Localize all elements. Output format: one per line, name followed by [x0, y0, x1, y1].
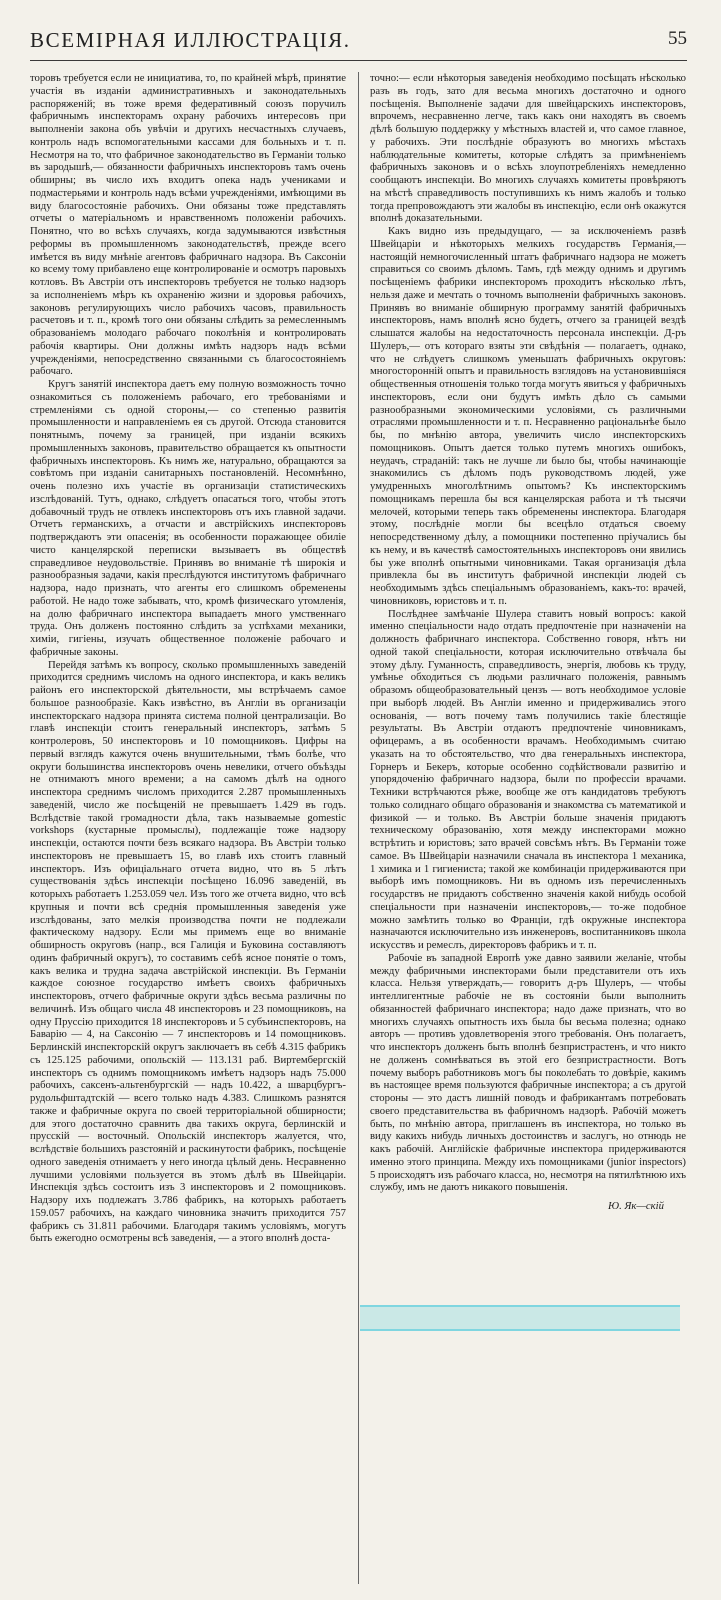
page-header — [30, 22, 687, 52]
paragraph: точно:— если нѣкоторыя заведенія необходимо посѣщать нѣсколько разъ въ годъ, зато для весьма многихъ достаточно и одного посѣщенія. Выполненіе задачи для швейцарскихъ инспекторовъ, впрочемъ, несравненно легче, такъ какъ они находятъ въ своемъ дѣлѣ большую поддержку у мѣстныхъ властей и, что самое главное, у рабочихъ. Эти послѣдніе образуютъ во многихъ мѣстахъ наблюдательные комитеты, которые слѣдятъ за примѣненіемъ фабричныхъ законовъ и о всѣхъ злоупотребленіяхъ немедленно сообщаютъ инспекціи. Во многихъ случаяхъ комитеты провѣряютъ на мѣстѣ справедливость поступившихъ къ нимъ жалобъ и только тогда препровождаютъ эти жалобы въ инспекцію, если онѣ окажутся вполнѣ доказательными. — [370, 72, 686, 225]
paragraph: Послѣднее замѣчаніе Шулера ставитъ новый вопросъ: какой именно спеціальности надо отдать предпочтеніе при назначеніи на должность фабричнаго инспектора. Собственно говоря, нѣтъ ни одной такой спеціальности, которая исключительно отвѣчала бы этому дѣлу. Гуманность, справедливость, энергія, любовь къ труду, умѣнье обходиться съ людьми различнаго положенія, равнымъ образомъ общеобразовательный цензъ — вотъ необходимое условіе при выборѣ людей. Въ Англіи именно и придерживались этого основанія, — вотъ почему тамъ получились такіе блестящіе результаты. Въ Австріи отдаютъ предпочтеніе чиновникамъ, офицерамъ, а въ особенности врачамъ. Необходимымъ считаю указать на то обстоятельство, что два генеральныхъ инспектора, Горнеръ и Бекеръ, которые особенно содѣйствовали развитію и упорядоченію фабричнаго надзора, были по профессіи врачами. Техники встрѣчаются рѣже, вообще же отъ кандидатовъ требуютъ только солиднаго общаго образованія и знакомства съ математикой и физикой — и только. Въ Австріи больше значенія придаютъ техническому образованію, хотя между инспекторами можно встрѣтить и юристовъ; зато врачей совсѣмъ нѣтъ. Въ Германіи тоже самое. Въ Швейцаріи назначили сначала въ инспектора 1 механика, 1 химика и 1 гигиениста; такой же комбинаціи придерживаются при выборѣ имъ помощниковъ. Ни въ одномъ изъ перечисленныхъ государствъ не придаютъ собственно значенія какой нибудь особой спеціальности при назначеніи инспекторовъ,— то-же подобное можно замѣтить только во Франціи, гдѣ окружные инспектора назначаются исключительно изъ инженеровъ, воспитанниковъ школа искусствъ и ремеслъ, директоровъ фабрикъ и т. п. — [370, 607, 686, 951]
journal-title: ВСЕМIРНАЯ ИЛЛЮСТРАЦIЯ. — [30, 28, 351, 52]
paragraph: Кругъ занятій инспектора даетъ ему полную возможность точно ознакомиться съ положеніемъ рабочаго, его требованіями и стремленіями съ одной стороны,— со степенью развитія промышленности и направленіемъ ея съ другой. Отсюда становится понятнымъ, почему за границей, при изданіи всякихъ промышленныхъ законовъ, правительство обращается къ опытности фабричныхъ инспекторовъ. Къ нимъ же, натурально, обращаются за совѣтомъ при изданіи санитарныхъ постановленій. Несомнѣнно, очень полезно ихъ участіе въ организаціи статистическихъ изслѣдованій. Тутъ, однако, слѣдуетъ опасаться того, чтобы этотъ добавочный трудъ не отвлекъ инспекторовъ отъ ихъ главной задачи. Отчетъ германскихъ, а отчасти и австрійскихъ инспекторовъ подтверждаютъ эти опасенія; въ особенности поражающее обиліе чисто канцелярской переписки вызываетъ въ обществѣ справедливое неудовольствіе. Принявъ во вниманіе тѣ широкія и разнообразныя задачи, какія преслѣдуются институтомъ фабричнаго надзора, надо признать, что агенты его слишкомъ обременены работой. Не надо тоже забывать, что, кромѣ физическаго утомленія, на долю фабричнаго инспектора выпадаетъ много умственнаго труда. Онъ долженъ постоянно слѣдить за успѣхами механики, химіи, гигіены, изучать общественное положеніе рабочаго и фабричные законы. — [30, 378, 346, 658]
page-number: 55 — [668, 28, 687, 49]
left-column — [30, 72, 346, 1245]
column-divider — [358, 72, 359, 1584]
paragraph: Перейдя затѣмъ къ вопросу, сколько промышленныхъ заведеній приходится среднимъ числомъ на одного инспектора, и какъ великъ районъ его инспекторской дѣятельности, мы встрѣчаемъ самое большое разнообразіе. Какъ извѣстно, въ Англіи въ организаціи инспекторскаго надзора принята система полной централизаціи. Во главѣ инспекціи стоитъ генеральный инспекторъ, затѣмъ 5 контролеровъ, 50 инспекторовъ и 10 помощниковъ. Цифры на первый взглядъ кажутся очень внушительными, тѣмъ болѣе, что округи большинства инспекторовъ очень невелики, отчего объѣзды не отнимаютъ много времени; а на самомъ дѣлѣ на одного инспектора среднимъ числомъ приходится 2.287 промышленныхъ заведеній, число же посѣщеній не превышаетъ 1.429 въ годъ. Вслѣдствіе такой громадности дѣла, такъ называемые gomestic vorkshops (кустарные промыслы), подлежащіе тоже надзору инспекціи, остаются почти безъ всякаго надзора. Въ Австріи только инспекторовъ не превышаетъ 15, во главѣ ихъ стоитъ главный инспекторъ. Изъ офиціальнаго отчета видно, что въ 5 лѣтъ существованія здѣсь инспекціи посѣщено 16.096 заведеній, въ которыхъ работаетъ 1.253.059 чел. Изъ того же отчета видно, что всѣ крупныя и почти всѣ среднія промышленныя заведенія уже изслѣдованы, зато мелкія производства почти не подлежали фактическому надзору. Если мы примемъ еще во вниманіе обширность округовъ (напр., вся Галиція и Буковина составляютъ одинъ фабричный округъ), то составимъ себѣ ясное понятіе о томъ, какъ велика и трудна задача австрійской инспекціи. Въ Германіи каждое союзное государство имѣетъ своихъ фабричныхъ инспекторовъ, отчего фабричные округи здѣсь весьма различны по величинѣ. Изъ общаго числа 48 инспекторовъ и 23 помощниковъ, на одну Пруссію приходится 18 инспекторовъ и 5 субъинспекторовъ, на Баварію — 4, на Саксонію — 7 инспекторовъ и 14 помощниковъ. Берлинскій инспекторскій округъ заключаетъ въ себѣ 4.315 фабрикъ съ 125.125 рабочими, опольскій — 113.131 раб. Виртембергскій инспекторъ съ однимъ помощникомъ имѣетъ надзоръ надъ 75.000 рабочихъ, саксенъ-альтенбургскій — надъ 10.422, а шварцбургъ-рудольфштадтскій — всего только надъ 4.383. Слишкомъ разнятся также и фабричные округа по своей территоріальной обширности; для этого достаточно сравнить два такихъ округа, берлинскій и прусскій — восточный. Опольскій инспекторъ жалуется, что, вслѣдствіе большихъ разстояній и раскинутости фабрикъ, посѣщеніе одного заведенія отнимаетъ у него иногда цѣлый день. Несравненно лучшими условіями пользуется въ этомъ дѣлѣ въ Швейцаріи. Инспекція здѣсь состоитъ изъ 3 инспекторовъ и 2 помощниковъ. Надзору ихъ подлежатъ 3.786 фабрикъ, на которыхъ работаетъ 159.057 рабочихъ, на каждаго чиновника значитъ приходится 757 фабрикъ съ 31.811 рабочими. Благодаря такимъ условіямъ, могутъ быть ежегодно осмотрены всѣ заведенія, — а этого вполнѣ доста- — [30, 658, 346, 1245]
right-column — [370, 72, 686, 1213]
article-body — [30, 72, 687, 1584]
paragraph: Рабочіе въ западной Европѣ уже давно заявили желаніе, чтобы между фабричными инспекторами были представители отъ ихъ класса. Нельзя утверждать,— говоритъ д-ръ Шулеръ, — чтобы интеллигентные рабочіе не въ состояніи были выполнить обязанностей фабричнаго инспектора; надо даже признать, что во многихъ случаяхъ опытность ихъ была бы весьма полезна; однако авторъ — противъ удовлетворенія этого требованія. Онъ полагаетъ, что инспекторъ долженъ быть вполнѣ безпристрастенъ, и что никто не долженъ сомнѣваться въ этой его безпристрастности. Вотъ почему выборъ работниковъ могъ бы поколебать то довѣріе, какимъ въ настоящее время пользуются фабричные инспектора; а съ другой стороны — это дастъ лишній поводъ и фабрикантамъ потребовать своего представительства въ фабричномъ надзорѣ. Рабочій можетъ быть, по мнѣнію автора, приглашенъ въ инспектора, но только въ виду какихъ нибудь личныхъ достоинствъ и заслугъ, но отнюдь не какъ рабочій. Англійскіе фабричные инспектора придерживаются именно этого принципа. Между ихъ помощниками (junior inspectors) 5 происходятъ изъ рабочаго класса, но, несмотря на пятилѣтнюю ихъ службу, имъ не даютъ никакого повышенія. — [370, 951, 686, 1194]
author-signature: Ю. Як—скій — [608, 1200, 664, 1212]
paragraph: торовъ требуется если не инициатива, то, по крайней мѣрѣ, принятие участія въ изданіи административныхъ и законодательныхъ распоряженій; въ тоже время федеративный союзъ поручилъ фабричнымъ инспекторамъ охрану рабочихъ интересовъ при выполненіи закона объ увѣчіи и другихъ несчастныхъ случаевъ, контроль надъ вспомогательными кассами для больныхъ и т. п. Несмотря на то, что фабричное законодательство въ Германіи только въ зародышѣ,— обязанности фабричныхъ инспекторовъ тамъ очень обширны; въ число ихъ входитъ опека надъ учениками и подмастерьями и контроль надъ всѣми учрежденіями, имѣющими въ виду благосостояніе рабочихъ. Они обязаны тоже представлять отчеты о матеріальномъ и нравственномъ положеніи рабочихъ. Понятно, что во всѣхъ случаяхъ, когда задумываются извѣстныя реформы въ промышленномъ законодательствѣ, прежде всего имѣется въ виду мнѣніе агентовъ фабричнаго надзора. Въ Саксоніи ко всему тому прибавлено еще контролированіе и осмотръ паровыхъ котловъ. Въ Австріи отъ инспекторовъ требуется не только надзоръ за исполненіемъ мѣръ къ охраненію жизни и здоровья рабочихъ, законовъ регулирующихъ число рабочихъ часовъ, правильность расчетовъ и т. п., кромѣ того они обязаны слѣдить за ремесленнымъ образованіемъ молодаго рабочаго поколѣнія и контролировать рабочія квартиры. Они должны имѣть надзоръ надъ всѣми учрежденіями, непосредственно связанными съ благосостояніемъ рабочаго. — [30, 72, 347, 378]
paragraph: Какъ видно изъ предыдущаго, — за исключеніемъ развѣ Швейцаріи и нѣкоторыхъ мелкихъ государствъ Германія,—настоящій немногочисленный штатъ фабричнаго надзора не можетъ справиться со своимъ дѣломъ. Тамъ, гдѣ между однимъ и другимъ посѣщеніемъ фабрики инспекторомъ проходитъ нѣсколько лѣтъ, нельзя даже и мечтать о точномъ выполненіи фабричныхъ законовъ. Принявъ во вниманіе обширную программу занятій фабричныхъ инспекторовъ, намъ вполнѣ ясно будетъ, отчего за границей вездѣ слышатся жалобы на недостаточность персонала инспекціи. Д-ръ Шулеръ,— отъ котораго взяты эти свѣдѣнія — полагаетъ, однако, что не слѣдуетъ слишкомъ уменьшать фабричныхъ округовъ: многосторонній опытъ и правильность взглядовъ на установившіяся общественныя отношенія только тогда могутъ явиться у фабричныхъ инспекторовъ, если они будутъ имѣть дѣло съ самыми разнообразными экономическими условіями, съ различными отраслями промышленности и т. п. Несравненно раціональнѣе было бы, по мнѣнію автора, увеличить число инспекторскихъ помощниковъ. Опытъ дается только путемъ многихъ ошибокъ, неудачъ, страданій: такъ не лучше ли было бы, чтобы начинающіе знакомились съ дѣломъ подъ руководствомъ людей, уже умудренныхъ многолѣтнимъ опытомъ? Къ инспекторскимъ помощникамъ перешла бы вся канцелярская работа и тѣ тысячи мелочей, которыми теперь такъ обременены инспектора. Благодаря этому, послѣдніе могли бы всецѣло отдаться своему непосредственному дѣлу, а помощники постепенно пріучались бы къ нему, и въ качествѣ самостоятельныхъ инспекторовъ они явились бы уже вполнѣ опытными чиновниками. Такая организація дѣла привлекла бы въ институтъ фабричной инспекціи людей съ необходимымъ здѣсь спеціальнымъ образованіемъ, какъ-то: врачей, чиновниковъ, юристовъ и т. п. — [370, 225, 686, 607]
header-rule — [30, 60, 687, 61]
